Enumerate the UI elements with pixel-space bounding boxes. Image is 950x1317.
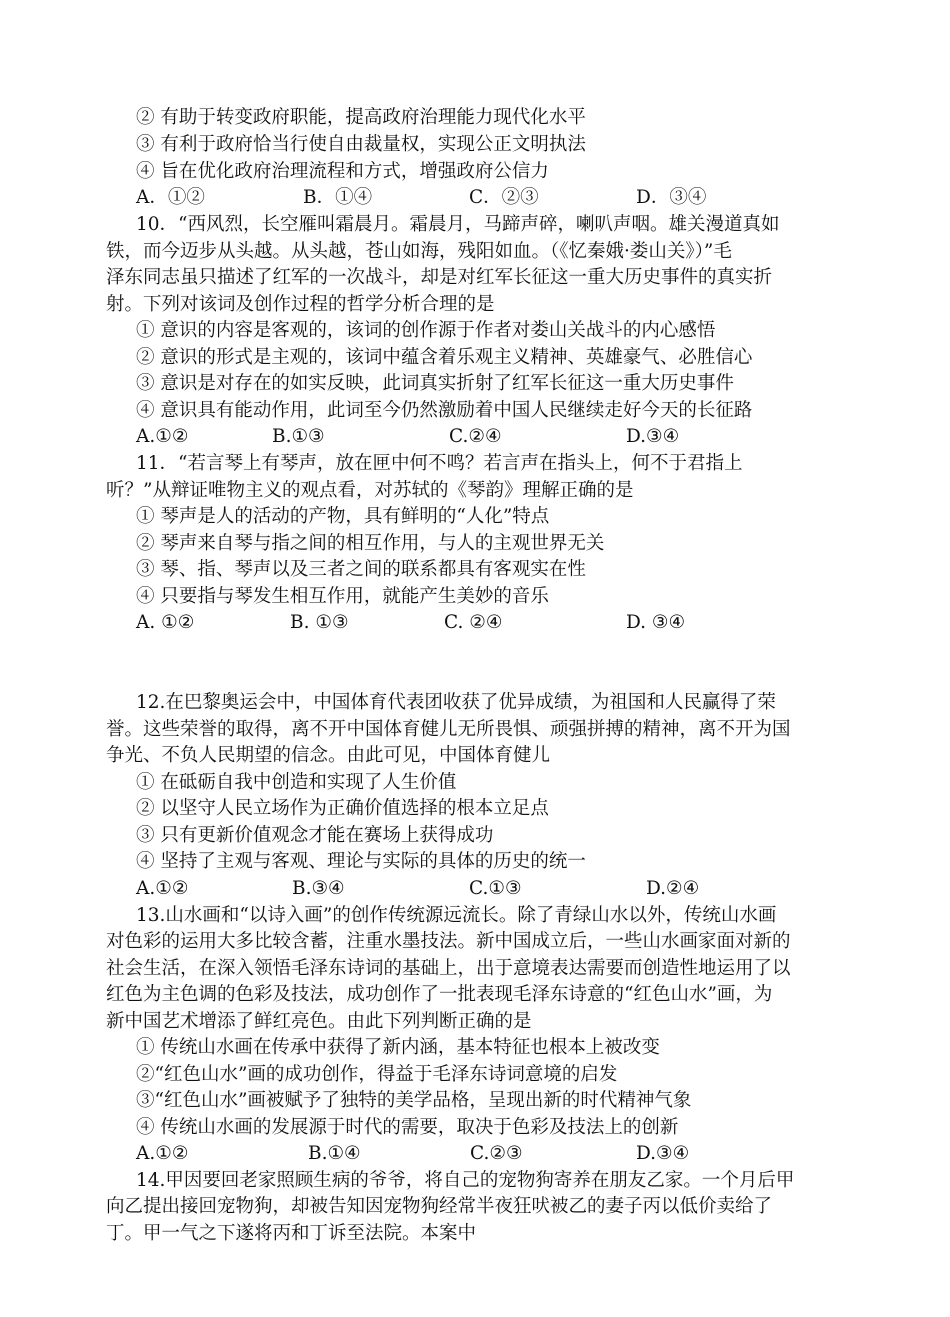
q10-item-4: ④ 意识具有能动作用，此词至今仍然激励着中国人民继续走好今天的长征路 bbox=[136, 400, 753, 421]
q13-stem-line-2: 对色彩的运用大多比较含蓄，注重水墨技法。新中国成立后，一些山水画家面对新的 bbox=[106, 931, 791, 952]
q13-option-d: D.③④ bbox=[636, 1143, 690, 1164]
q12-item-2: ② 以坚守人民立场作为正确价值选择的根本立足点 bbox=[136, 798, 549, 819]
q11-item-1: ① 琴声是人的活动的产物，具有鲜明的“人化”特点 bbox=[136, 506, 550, 527]
q13-option-b: B.①④ bbox=[308, 1143, 361, 1164]
q13-item-1: ① 传统山水画在传承中获得了新内涵，基本特征也根本上被改变 bbox=[136, 1037, 660, 1058]
q10-stem-line-1: 10．“西风烈，长空雁叫霜晨月。霜晨月，马蹄声碎，喇叭声咽。雄关漫道真如 bbox=[136, 214, 780, 235]
q13-option-a: A.①② bbox=[136, 1143, 189, 1164]
q12-stem-line-3: 争光、不负人民期望的信念。由此可见，中国体育健儿 bbox=[106, 745, 551, 766]
q9-option-b: B．①④ bbox=[303, 187, 373, 208]
q11-option-d: D. ③④ bbox=[626, 612, 686, 633]
q11-option-a: A. ①② bbox=[136, 612, 195, 633]
q9-option-a: A．①② bbox=[136, 187, 205, 208]
q10-stem-line-4: 射。下列对该词及创作过程的哲学分析合理的是 bbox=[106, 294, 495, 315]
q9-option-c: C．②③ bbox=[469, 187, 539, 208]
q10-option-a: A.①② bbox=[136, 426, 189, 447]
q12-option-d: D.②④ bbox=[646, 878, 700, 899]
q11-option-b: B. ①③ bbox=[290, 612, 349, 633]
q9-item-2: ② 有助于转变政府职能，提高政府治理能力现代化水平 bbox=[136, 107, 586, 128]
q11-option-c: C. ②④ bbox=[444, 612, 503, 633]
q13-stem-line-1: 13.山水画和“以诗入画”的创作传统源远流长。除了青绿山水以外，传统山水画 bbox=[136, 905, 777, 926]
q11-item-4: ④ 只要指与琴发生相互作用，就能产生美妙的音乐 bbox=[136, 586, 549, 607]
q13-stem-line-5: 新中国艺术增添了鲜红亮色。由此下列判断正确的是 bbox=[106, 1011, 532, 1032]
q12-stem-line-1: 12.在巴黎奥运会中，中国体育代表团收获了优异成绩，为祖国和人民赢得了荣 bbox=[136, 692, 776, 713]
q10-option-b: B.①③ bbox=[272, 426, 325, 447]
q11-item-3: ③ 琴、指、琴声以及三者之间的联系都具有客观实在性 bbox=[136, 559, 586, 580]
q12-item-3: ③ 只有更新价值观念才能在赛场上获得成功 bbox=[136, 825, 494, 846]
q12-option-b: B.③④ bbox=[292, 878, 345, 899]
q9-item-3: ③ 有利于政府恰当行使自由裁量权，实现公正文明执法 bbox=[136, 134, 586, 155]
q9-option-d: D．③④ bbox=[636, 187, 707, 208]
q13-stem-line-3: 社会生活，在深入领悟毛泽东诗词的基础上，出于意境表达需要而创造性地运用了以 bbox=[106, 958, 791, 979]
q12-stem-line-2: 誉。这些荣誉的取得，离不开中国体育健儿无所畏惧、顽强拼搏的精神，离不开为国 bbox=[106, 719, 791, 740]
q13-option-c: C.②③ bbox=[470, 1143, 523, 1164]
q12-item-4: ④ 坚持了主观与客观、理论与实际的具体的历史的统一 bbox=[136, 851, 586, 872]
q10-stem-line-2: 铁，而今迈步从头越。从头越，苍山如海，残阳如血。（《忆秦娥·娄山关》）”毛 bbox=[106, 241, 732, 262]
q14-stem-line-1: 14.甲因要回老家照顾生病的爷爷，将自己的宠物狗寄养在朋友乙家。一个月后甲 bbox=[136, 1170, 795, 1191]
q13-stem-line-4: 红色为主色调的色彩及技法，成功创作了一批表现毛泽东诗意的“红色山水”画，为 bbox=[106, 984, 773, 1005]
q14-stem-line-3: 丁。甲一气之下遂将丙和丁诉至法院。本案中 bbox=[106, 1223, 477, 1244]
q11-stem-line-2: 听？”从辩证唯物主义的观点看，对苏轼的《琴韵》理解正确的是 bbox=[106, 480, 634, 501]
q13-item-2: ②“红色山水”画的成功创作，得益于毛泽东诗词意境的启发 bbox=[136, 1064, 618, 1085]
q10-stem-line-3: 泽东同志虽只描述了红军的一次战斗，却是对红军长征这一重大历史事件的真实折 bbox=[106, 267, 773, 288]
q13-item-4: ④ 传统山水画的发展源于时代的需要，取决于色彩及技法上的创新 bbox=[136, 1117, 679, 1138]
q10-option-d: D.③④ bbox=[626, 426, 680, 447]
q12-item-1: ① 在砥砺自我中创造和实现了人生价值 bbox=[136, 772, 457, 793]
q11-stem-line-1: 11．“若言琴上有琴声，放在匣中何不鸣？若言声在指头上，何不于君指上 bbox=[136, 453, 743, 474]
q13-item-3: ③“红色山水”画被赋予了独特的美学品格，呈现出新的时代精神气象 bbox=[136, 1090, 692, 1111]
q10-item-1: ① 意识的内容是客观的，该词的创作源于作者对娄山关战斗的内心感悟 bbox=[136, 320, 716, 341]
q11-item-2: ② 琴声来自琴与指之间的相互作用，与人的主观世界无关 bbox=[136, 533, 605, 554]
q10-item-3: ③ 意识是对存在的如实反映，此词真实折射了红军长征这一重大历史事件 bbox=[136, 373, 734, 394]
q14-stem-line-2: 向乙提出接回宠物狗，却被告知因宠物狗经常半夜狂吠被乙的妻子丙以低价卖给了 bbox=[106, 1196, 773, 1217]
q10-option-c: C.②④ bbox=[449, 426, 502, 447]
q9-item-4: ④ 旨在优化政府治理流程和方式，增强政府公信力 bbox=[136, 161, 549, 182]
q12-option-a: A.①② bbox=[136, 878, 189, 899]
q12-option-c: C.①③ bbox=[469, 878, 522, 899]
q10-item-2: ② 意识的形式是主观的，该词中蕴含着乐观主义精神、英雄豪气、必胜信心 bbox=[136, 347, 753, 368]
